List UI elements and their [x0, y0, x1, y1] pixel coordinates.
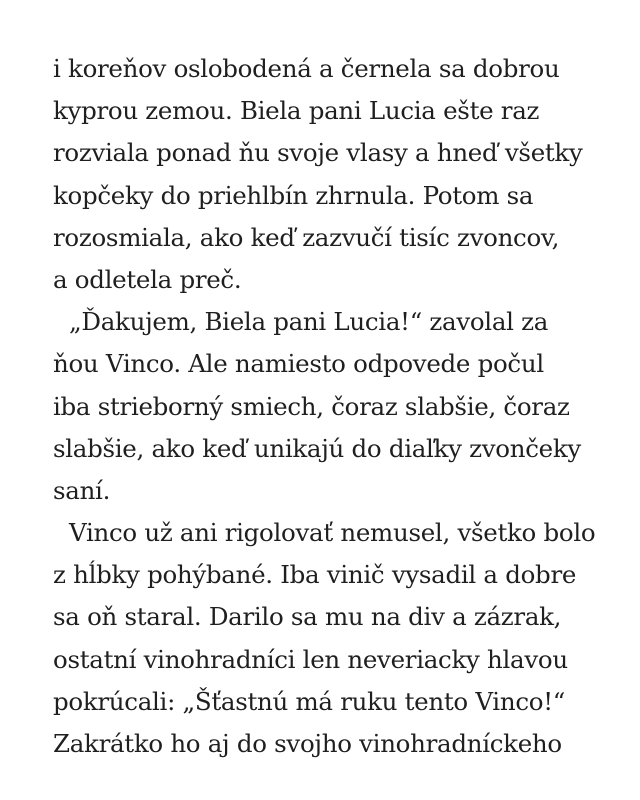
text-line: i koreňov oslobodená a černela sa dobrou	[53, 54, 560, 83]
text-line: iba strieborný smiech, čoraz slabšie, čoraz	[53, 391, 570, 421]
text-line: Zakrátko ho aj do svojho vinohradníckeho	[53, 729, 562, 758]
text-line: slabšie, ako keď unikajú do diaľky zvončeky	[53, 433, 581, 463]
text-line: kyprou zemou. Biela pani Lucia ešte raz	[53, 96, 540, 126]
text-line: Vinco už ani rigolovať nemusel, všetko bolo	[69, 518, 596, 548]
text-line: ňou Vinco. Ale namiesto odpovede počul	[53, 349, 544, 379]
text-line: sa oň staral. Darilo sa mu na div a zázrak,	[53, 602, 562, 632]
text-line: z hĺbky pohýbané. Iba vinič vysadil a dobre	[53, 560, 577, 590]
text-line: rozosmiala, ako keď zazvučí tisíc zvoncov,	[53, 222, 560, 252]
text-line: a odletela preč.	[53, 264, 242, 294]
text-line: saní.	[53, 475, 111, 505]
text-line: rozviala ponad ňu svoje vlasy a hneď všetky	[53, 138, 583, 168]
body-text	[53, 48, 613, 765]
text-line: kopčeky do priehlbín zhrnula. Potom sa	[53, 180, 534, 210]
text-line: ostatní vinohradníci len neveriacky hlavou	[53, 644, 568, 674]
text-line: „Ďakujem, Biela pani Lucia!“ zavolal za	[69, 307, 549, 337]
text-line: pokrúcali: „Šťastnú má ruku tento Vinco!“	[53, 686, 565, 716]
